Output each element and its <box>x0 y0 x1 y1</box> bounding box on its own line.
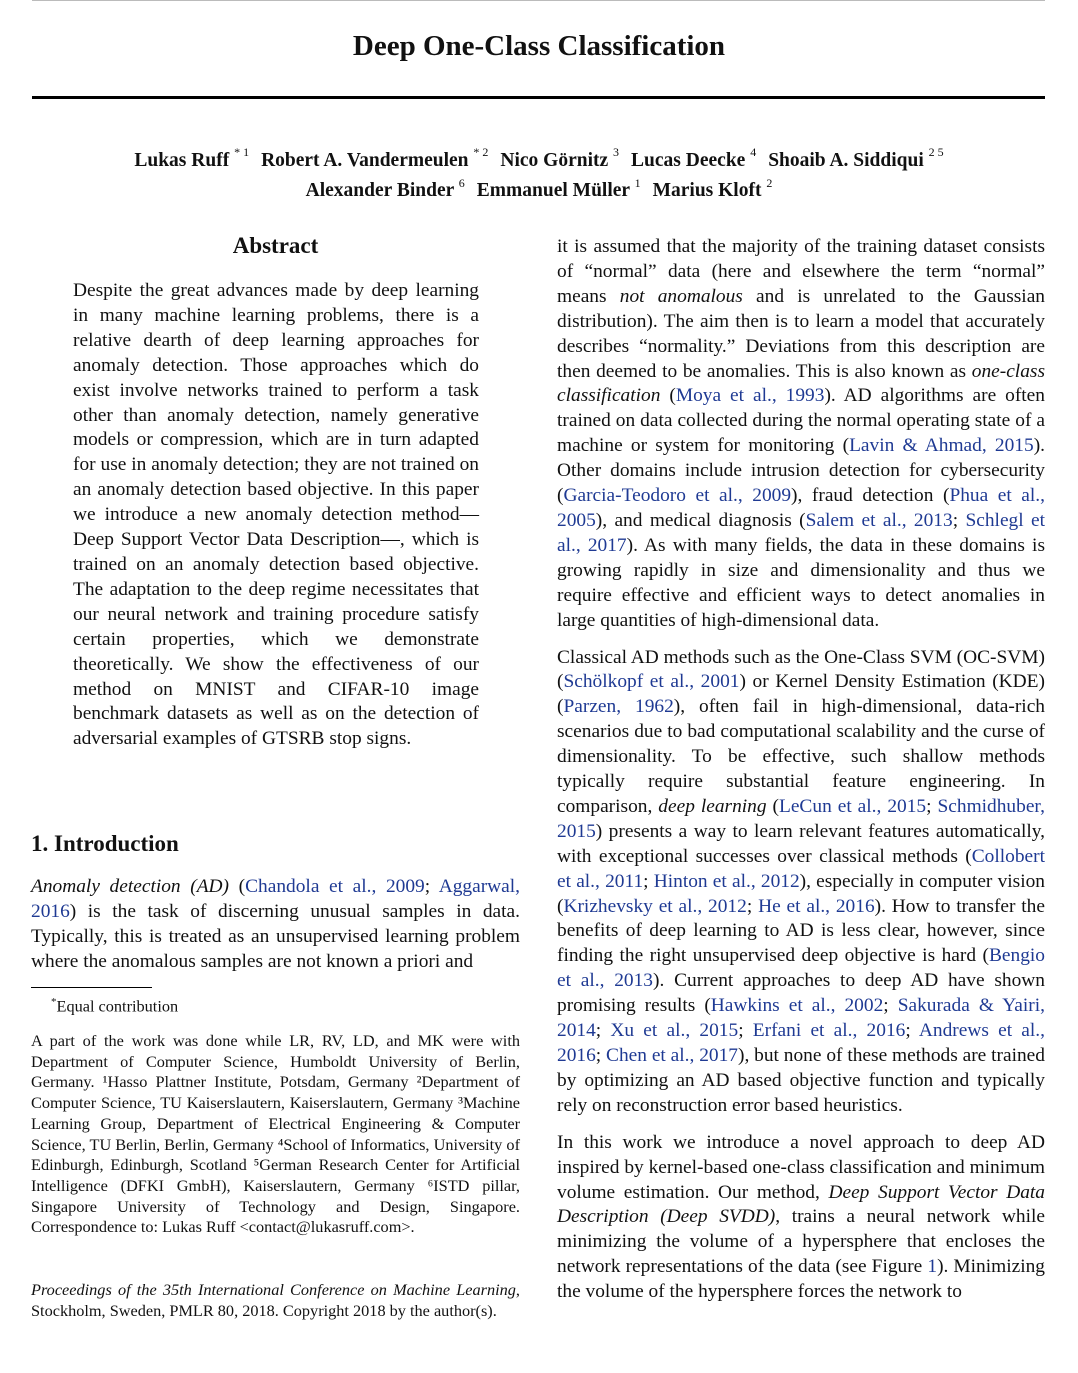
title-rule <box>32 96 1045 99</box>
section-heading-introduction: 1. Introduction <box>31 831 179 856</box>
body-text: it is assumed that the majority of the training dataset consists of “normal” data (here and elsewhere the term “normal” means <box>557 236 1045 307</box>
author-affiliation: 2 5 <box>928 145 944 159</box>
citation-link[interactable]: Xu et al., 2015 <box>610 1020 739 1042</box>
citation-link[interactable]: Collobert et al., 2011 <box>557 845 1045 892</box>
body-text: ; <box>905 1020 919 1042</box>
footnote-affiliations: A part of the work was done while LR, RV, LD, and MK were with Department of Computer Science, Humboldt University of Berlin, Germany. ¹Hasso Plattner Institute, Potsdam, Germany ²Department of Computer Science, TU Kaiserslautern, Kaiserslautern, Germany ³Machine Learning Group, Department of Electrical Engineering & Computer Science, TU Berlin, Berlin, Germany ⁴School of Informatics, University of Edinburgh, Edinburgh, Scotland ⁵German Research Center for Artificial Intelligence (DFKI GmbH), Kaiserslautern, Germany ⁶ISTD pillar, Singapore University of Technology and Design, Singapore. Correspondence to: Lukas Ruff <contact@lukasruff.com>. <box>31 1031 520 1237</box>
body-text: ), and medical diagnosis ( <box>595 509 806 531</box>
body-text: ; <box>746 895 759 917</box>
citation-link[interactable]: Hinton et al., 2012 <box>653 870 800 892</box>
body-text: ; <box>952 509 966 531</box>
citation-link[interactable]: Schlegl et al., 2017 <box>557 509 1045 556</box>
author-line-1 <box>0 142 1078 173</box>
emphasis-text: one-class classification <box>557 360 1045 407</box>
right-paragraph-2 <box>557 646 1045 1119</box>
body-text: ( <box>766 795 779 817</box>
citation-link[interactable]: Garcia-Teodoro et al., 2009 <box>563 485 792 507</box>
citation-link[interactable]: Parzen, 1962 <box>563 696 674 718</box>
body-text: ; <box>643 870 654 892</box>
author-affiliation: 4 <box>750 145 757 159</box>
right-column <box>557 235 1045 1317</box>
body-text: In this work we introduce a novel approach to deep AD inspired by kernel-based one-class classification and minimum volume estimation. Our method, <box>557 1131 1045 1203</box>
author-list <box>0 142 1078 203</box>
body-text: ) presents a way to learn relevant features automatically, with exceptional successes over classical methods ( <box>557 820 1045 867</box>
footnote-equal-contribution: *Equal contribution <box>51 996 179 1016</box>
author-name: Marius Kloft $^2$ <box>652 175 773 201</box>
body-text: ; <box>595 1045 607 1066</box>
body-text: ). As with many fields, the data in these domains is growing rapidly in size and dimensionality and thus we require effective and efficient ways to detect anomalies in large quantities of high-dimensional data. <box>557 534 1045 631</box>
intro-lead: Anomaly detection (AD) <box>31 876 230 897</box>
author-affiliation: * 2 <box>473 145 489 159</box>
body-text: ), fraud detection ( <box>791 485 950 507</box>
body-text: ; <box>883 995 898 1017</box>
body-text: ). How to transfer the benefits of deep learning to AD is less clear, however, since finding the right unsupervised deep objective is hard ( <box>557 895 1045 967</box>
author-name: Lukas Ruff $^{* 1}$ <box>134 145 250 171</box>
citation-link[interactable]: Phua et al., 2005 <box>557 485 1045 531</box>
body-text: ). AD algorithms are often trained on data collected during the normal operating state of a machine or system for monitoring ( <box>557 385 1045 457</box>
body-text: ). Current approaches to deep AD have shown promising results ( <box>557 970 1045 1017</box>
author-name: Lucas Deecke $^4$ <box>631 145 757 171</box>
body-text: ) or Kernel Density Estimation (KDE) ( <box>557 671 1045 718</box>
citation-link[interactable]: Andrews et al., 2016 <box>557 1020 1045 1066</box>
citation-link[interactable]: Bengio et al., 2013 <box>557 945 1045 992</box>
abstract-heading: Abstract <box>232 233 319 258</box>
body-text: ; <box>926 795 938 817</box>
emphasis-text: Deep Support Vector Data Description (Deep SVDD) <box>557 1181 1045 1228</box>
author-name: Alexander Binder $^6$ <box>305 175 465 201</box>
citation-link[interactable]: Aggarwal, 2016 <box>31 876 521 922</box>
author-affiliation: * 1 <box>234 145 250 159</box>
body-text: ). Minimizing the volume of the hypersphere forces the network to <box>557 1256 1045 1303</box>
top-border <box>32 0 1045 1</box>
body-text: , trains a neural network while minimizing the volume of a hypersphere that encloses the network representations of the data (see Figure <box>557 1206 1046 1278</box>
body-text: ), often fail in high-dimensional, data-rich scenarios due to bad computational scalability and the curse of dimensionality. To be effective, such shallow methods typically require substantial feature engineering. In comparison, <box>557 696 1045 817</box>
citation-link[interactable]: LeCun et al., 2015 <box>778 795 927 817</box>
intro-paragraph: Anomaly detection (AD) (Chandola et al., 2009; Aggarwal, 2016) is the task of discerning unusual samples in data. Typically, this is treated as an unsupervised learning problem where the anomalous samples are not known a priori and <box>31 876 521 972</box>
body-text: ), but none of these methods are trained by optimizing an AD based objective function and typically rely on reconstruction error based heuristics. <box>557 1045 1045 1116</box>
body-text: ). Other domains include intrusion detection for cybersecurity ( <box>557 435 1045 507</box>
author-affiliation: 2 <box>766 175 773 190</box>
body-text: ( <box>660 385 676 407</box>
citation-link[interactable]: Krizhevsky et al., 2012 <box>563 895 747 917</box>
author-affiliation: 3 <box>613 145 620 159</box>
emphasis-text: deep learning <box>658 795 767 817</box>
body-text: and is unrelated to the Gaussian distribution). The aim then is to learn a model that accurately describes “normality.” Deviations from this description are then deemed to be anomalies. This is also known as <box>557 285 1046 382</box>
author-affiliation: 6 <box>458 175 465 190</box>
emphasis-text: not anomalous <box>619 285 743 307</box>
right-paragraph-1 <box>557 235 1045 634</box>
author-affiliation: 1 <box>634 175 641 190</box>
right-paragraph-3 <box>557 1131 1045 1305</box>
citation-link[interactable]: Hawkins et al., 2002 <box>710 995 884 1017</box>
citation-link[interactable]: 1 <box>927 1256 938 1278</box>
citation-link[interactable]: Schölkopf et al., 2001 <box>563 671 740 693</box>
citation-link[interactable]: Erfani et al., 2016 <box>752 1020 906 1042</box>
body-text: ; <box>595 1020 611 1042</box>
citation-link[interactable]: Salem et al., 2013 <box>805 509 953 531</box>
author-name: Nico Görnitz $^3$ <box>500 145 620 171</box>
citation-link[interactable]: Sakurada & Yairi, 2014 <box>557 995 1045 1042</box>
citation-link[interactable]: He et al., 2016 <box>758 895 875 917</box>
author-name: Emmanuel Müller $^1$ <box>476 175 641 201</box>
footnote-proceedings <box>31 1280 520 1321</box>
intro-rest: ) is the task of discerning unusual samples in data. Typically, this is treated as an unsupervised learning problem where the anomalous samples are not known a priori and <box>31 900 520 972</box>
citation-link[interactable]: Chandola et al., 2009 <box>245 876 425 897</box>
citation-link[interactable]: Chen et al., 2017 <box>606 1045 738 1066</box>
body-text: ; <box>738 1020 753 1042</box>
footnote-equal-text: Equal contribution <box>56 996 179 1016</box>
proceedings-title: Proceedings of the 35th International Conference on Machine Learning <box>31 1280 516 1299</box>
citation-link[interactable]: Lavin & Ahmad, 2015 <box>849 435 1034 457</box>
footnote-rule <box>31 987 152 988</box>
author-name: Robert A. Vandermeulen $^{* 2}$ <box>261 145 489 171</box>
citation-link[interactable]: Schmidhuber, 2015 <box>557 795 1045 842</box>
citation-link[interactable]: Moya et al., 1993 <box>675 385 825 407</box>
abstract-text: Despite the great advances made by deep learning in many machine learning problems, there is a relative dearth of deep learning approaches for anomaly detection. Those approaches which do exist involve networks trained to perform a task other than anomaly detection, namely generative models or compression, which are in turn adapted for use in anomaly detection; they are not trained on an anomaly detection based objective. In this paper we introduce a new anomaly detection method—Deep Support Vector Data Description—, which is trained on an anomaly detection based objective. The adaptation to the deep regime necessitates that our neural network and training procedure satisfy certain properties, which we demonstrate theoretically. We show the effectiveness of our method on MNIST and CIFAR-10 image benchmark datasets as well as on the detection of adversarial examples of GTSRB stop signs. <box>73 280 479 750</box>
body-text: Classical AD methods such as the One-Class SVM (OC-SVM) ( <box>557 646 1045 693</box>
author-name: Shoaib A. Siddiqui $^{2 5}$ <box>768 145 944 171</box>
body-text: ), especially in computer vision ( <box>557 870 1045 917</box>
paper-title: Deep One-Class Classification <box>352 30 726 62</box>
proceedings-rest: , Stockholm, Sweden, PMLR 80, 2018. Copyright 2018 by the author(s). <box>31 1280 520 1320</box>
author-line-2 <box>0 173 1078 204</box>
